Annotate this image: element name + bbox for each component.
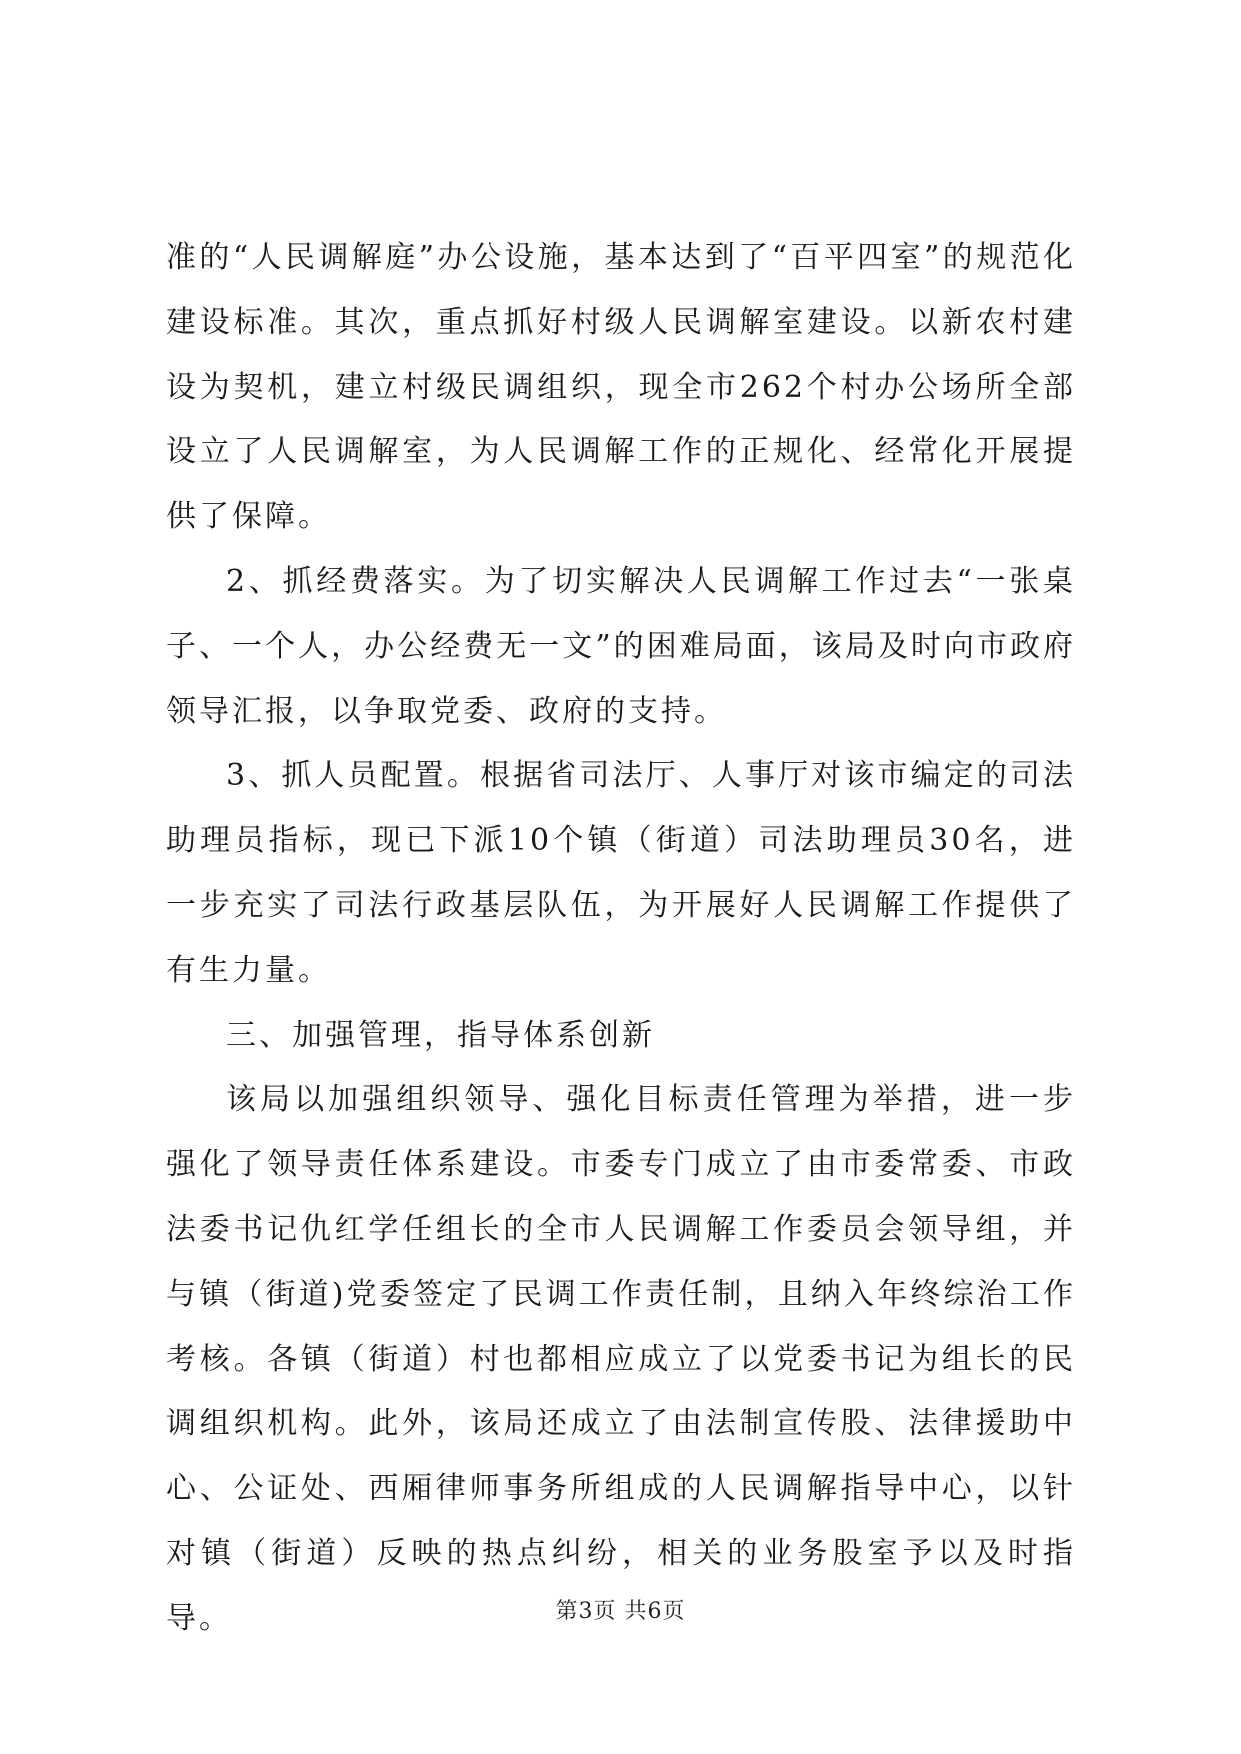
section-heading: 三、加强管理，指导体系创新	[226, 1017, 655, 1053]
paragraph-funding: 2、抓经费落实。为了切实解决人民调解工作过去“一张桌子、一个人，办公经费无一文”的困难局面，该局及时向市政府领导汇报，以争取党委、政府的支持。	[166, 563, 1076, 729]
page-number-footer: 第3页 共6页	[555, 1599, 686, 1624]
paragraph-continuation: 准的“人民调解庭”办公设施，基本达到了“百平四室”的规范化建设标准。其次，重点抓好村级人民调解室建设。以新农村建设为契机，建立村级民调组织，现全市262个村办公场所全部设立了人民调解室，为人民调解工作的正规化、经常化开展提供了保障。	[166, 240, 1076, 535]
paragraph-staffing: 3、抓人员配置。根据省司法厅、人事厅对该市编定的司法助理员指标，现已下派10个镇（街道）司法助理员30名，进一步充实了司法行政基层队伍，为开展好人民调解工作提供了有生力量。	[166, 758, 1076, 988]
paragraph-management: 该局以加强组织领导、强化目标责任管理为举措，进一步强化了领导责任体系建设。市委专门成立了由市委常委、市政法委书记仇红学任组长的全市人民调解工作委员会领导组，并与镇（街道)党委签定了民调工作责任制，且纳入年终综治工作考核。各镇（街道）村也都相应成立了以党委书记为组长的民调组织机构。此外，该局还成立了由法制宣传股、法律援助中心、公证处、西厢律师事务所组成的人民调解指导中心，以针对镇（街道）反映的热点纠纷，相关的业务股室予以及时指导。	[166, 1082, 1076, 1636]
body-text	[166, 226, 1076, 1652]
